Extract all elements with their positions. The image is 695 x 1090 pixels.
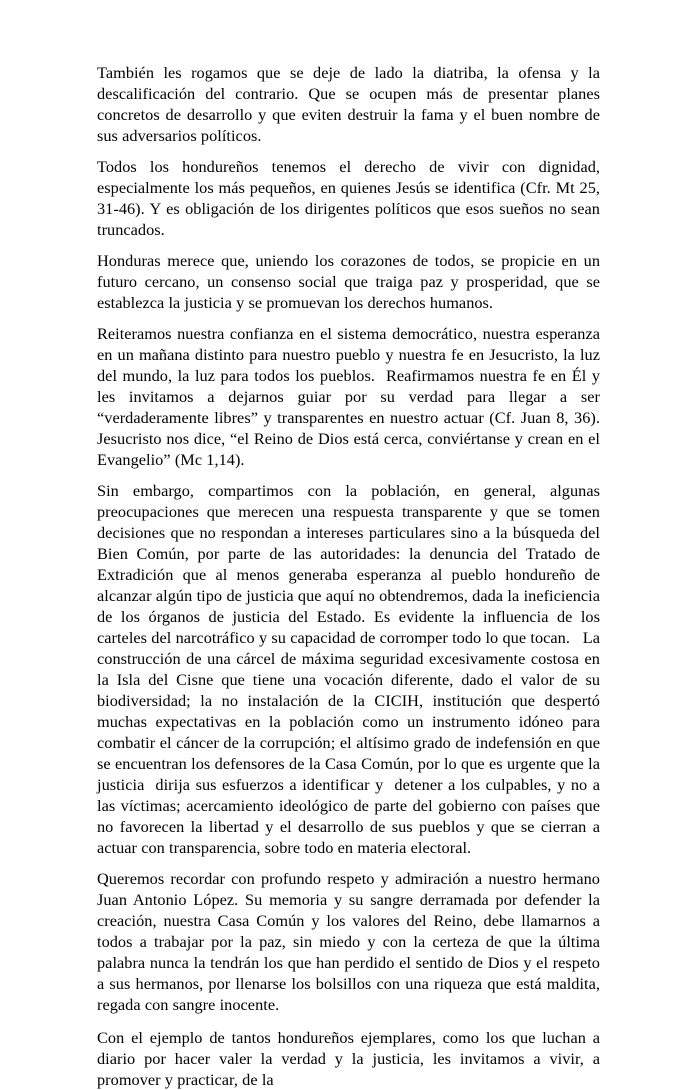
paragraph-4: Reiteramos nuestra confianza en el sistema democrático, nuestra esperanza en un mañana distinto para nuestro pueblo y nuestra fe en Jesucristo, la luz del mundo, la luz para todos los pueblos. Reafirmamos nuestra fe en Él y les invitamos a dejarnos guiar por su verdad para llegar a ser “verdaderamente libres” y transparentes en nuestro actuar (Cf. Juan 8, 36). Jesucristo nos dice, “el Reino de Dios está cerca, conviértanse y crean en el Evangelio” (Mc 1,14). bbox=[97, 324, 605, 469]
paragraph-5: Sin embargo, compartimos con la población, en general, algunas preocupaciones que merecen una respuesta transparente y que se tomen decisiones que no respondan a intereses particulares sino a la búsqueda del Bien Común, por parte de las autoridades: la denuncia del Tratado de Extradición que al menos generaba esperanza al pueblo hondureño de alcanzar algún tipo de justicia que aquí no obtendremos, dada la ineficiencia de los órganos de justicia del Estado. Es evidente la influencia de los carteles del narcotráfico y su capacidad de corromper todo lo que tocan. La construcción de una cárcel de máxima seguridad excesivamente costosa en la Isla del Cisne que tiene una vocación diferente, dado el valor de su biodiversidad; la no instalación de la CICIH, institución que despertó muchas expectativas en la población como un instrumento idóneo para combatir el cáncer de la corrupción; el altísimo grado de indefensión en que se encuentran los defensores de la Casa Común, por lo que es urgente que la justicia dirija sus esfuerzos a identificar y detener a los culpables, y no a las víctimas; acercamiento ideológico de parte del gobierno con países que no favorecen la libertad y el desarrollo de sus pueblos y que se cierran a actuar con transparencia, sobre todo en materia electoral. bbox=[97, 481, 605, 857]
paragraph-1: También les rogamos que se deje de lado la diatriba, la ofensa y la descalificación del contrario. Que se ocupen más de presentar planes concretos de desarrollo y que eviten destruir la fama y el buen nombre de sus adversarios políticos. bbox=[97, 63, 605, 145]
paragraph-6: Queremos recordar con profundo respeto y admiración a nuestro hermano Juan Antonio López. Su memoria y su sangre derramada por defender la creación, nuestra Casa Común y los valores del Reino, debe llamarnos a todos a trabajar por la paz, sin miedo y con la certeza de que la última palabra nunca la tendrán los que han perdido el sentido de Dios y el respeto a sus hermanos, por llenarse los bolsillos con una riqueza que está maldita, regada con sangre inocente. bbox=[97, 869, 605, 1014]
text-column bbox=[97, 62, 605, 1090]
paragraph-7: Con el ejemplo de tantos hondureños ejemplares, como los que luchan a diario por hacer valer la verdad y la justicia, les invitamos a vivir, a promover y practicar, de la bbox=[97, 1028, 605, 1089]
paragraph-2: Todos los hondureños tenemos el derecho de vivir con dignidad, especialmente los más pequeños, en quienes Jesús se identifica (Cfr. Mt 25, 31-46). Y es obligación de los dirigentes políticos que esos sueños no sean truncados. bbox=[97, 157, 605, 239]
paragraph-3: Honduras merece que, uniendo los corazones de todos, se propicie en un futuro cercano, un consenso social que traiga paz y prosperidad, que se establezca la justicia y se promuevan los derechos humanos. bbox=[97, 251, 605, 312]
